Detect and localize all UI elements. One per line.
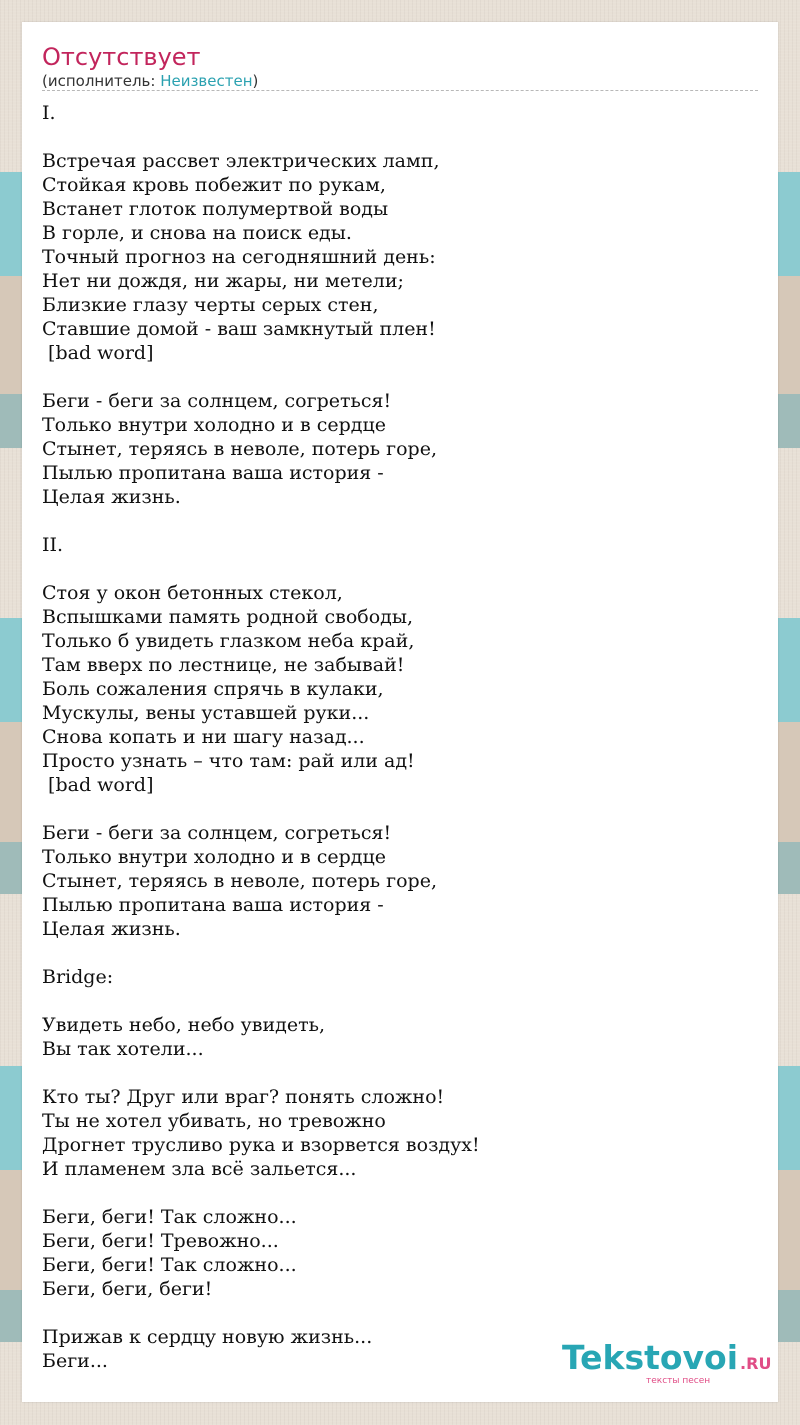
lyrics-text: I. Встречая рассвет электрических ламп, Стойкая кровь побежит по рукам, Встанет глоток полумертвой воды В горле, и снова на поиск еды. Точный прогноз на сегодняшний день: Нет ни дождя, ни жары, ни метели; Близкие глазу черты серых стен, Ставшие домой - ваш замкнутый плен! [bad word] Беги - беги за солнцем, согреться! Только внутри холодно и в сердце Стынет, теряясь в неволе, потерь горе, Пылью пропитана ваша история - Целая жизнь. II. Стоя у окон бетонных стекол, Вспышками память родной свободы, Только б увидеть глазком неба край, Там вверх по лестнице, не забывай! Боль сожаления спрячь в кулаки, Мускулы, вены уставшей руки... Снова копать и ни шагу назад... Просто узнать – что там: рай или ад! [bad word] Беги - беги за солнцем, согреться! Только внутри холодно и в сердце Стынет, теряясь в неволе, потерь горе, Пылью пропитана ваша история - Целая жизнь. Bridge: Увидеть небо, небо увидеть, Вы так хотели... Кто ты? Друг или враг? понять сложно! Ты не хотел убивать, но тревожно Дрогнет трусливо рука и взорвется воздух! И пламенем зла всё зальется... Беги, беги! Так сложно... Беги, беги! Тревожно... Беги, беги! Так сложно... Беги, беги, беги! Прижав к сердцу новую жизнь... Беги... (42, 102, 480, 1372)
artist-prefix: (исполнитель: (42, 72, 161, 90)
title-separator (42, 90, 758, 91)
logo-domain: .RU (740, 1354, 772, 1373)
logo-tagline: тексты песен (646, 1376, 711, 1386)
logo-name: Tekstovoi (562, 1338, 739, 1377)
song-title: Отсутствует (42, 43, 201, 71)
artist-link[interactable]: Неизвестен (160, 72, 253, 90)
artist-suffix: ) (252, 72, 259, 90)
artist-line (42, 71, 258, 91)
lyrics-card (22, 22, 778, 1402)
site-logo[interactable] (562, 1338, 772, 1396)
